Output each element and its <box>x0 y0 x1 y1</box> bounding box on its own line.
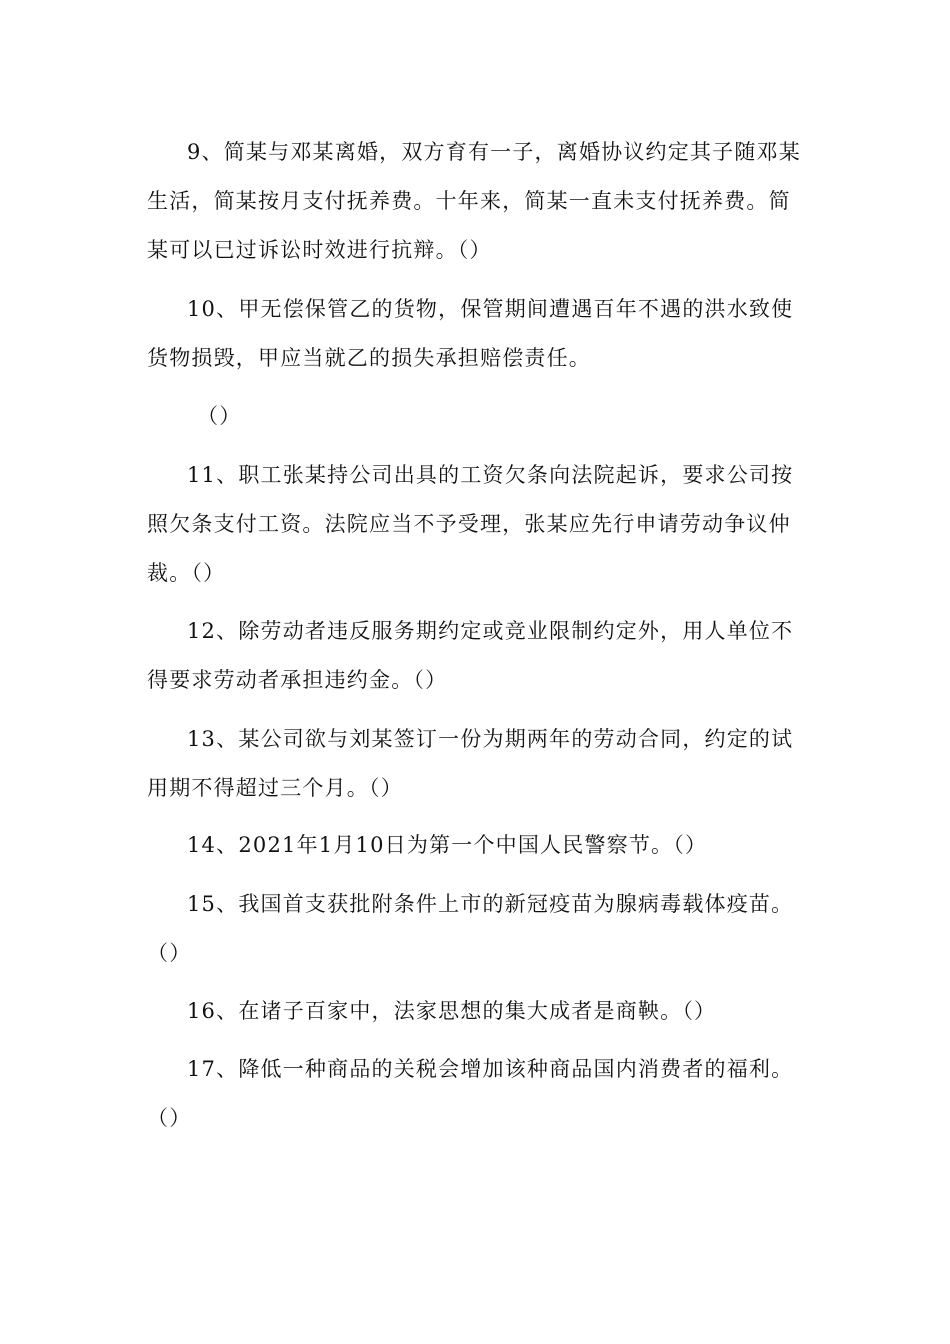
question-13-line-1: 13、某公司欲与刘某签订一份为期两年的劳动合同，约定的试 <box>187 727 794 751</box>
question-14-line-1: 14、2021年1月10日为第一个中国人民警察节。（） <box>187 833 708 857</box>
question-12-line-1: 12、除劳动者违反服务期约定或竞业限制约定外，用人单位不 <box>187 619 794 643</box>
question-9-line-3: 某可以已过诉讼时效进行抗辩。（） <box>147 238 492 262</box>
question-11-line-1: 11、职工张某持公司出具的工资欠条向法院起诉，要求公司按 <box>187 463 794 487</box>
question-9-line-2: 生活，简某按月支付抚养费。十年来，简某一直未支付抚养费。简 <box>147 189 791 213</box>
question-10-line-1: 10、甲无偿保管乙的货物，保管期间遭遇百年不遇的洪水致使 <box>187 297 794 321</box>
question-10-line-2: 货物损毁，甲应当就乙的损失承担赔偿责任。 <box>147 346 591 370</box>
question-17-line-1: 17、降低一种商品的关税会增加该种商品国内消费者的福利。 <box>187 1057 794 1081</box>
question-16-line-1: 16、在诸子百家中，法家思想的集大成者是商鞅。（） <box>187 999 717 1023</box>
question-17-answer-blank: （） <box>147 1106 192 1130</box>
question-13-line-2: 用期不得超过三个月。（） <box>147 776 403 800</box>
question-11-line-3: 裁。（） <box>147 561 226 585</box>
question-12-line-2: 得要求劳动者承担违约金。（） <box>147 668 448 692</box>
question-9-line-1: 9、简某与邓某离婚，双方育有一子，离婚协议约定其子随邓某 <box>187 140 801 164</box>
question-10-answer-blank: （） <box>197 404 242 428</box>
question-15-line-1: 15、我国首支获批附条件上市的新冠疫苗为腺病毒载体疫苗。 <box>187 892 794 916</box>
question-15-answer-blank: （） <box>147 941 192 965</box>
question-11-line-2: 照欠条支付工资。法院应当不予受理，张某应先行申请劳动争议仲 <box>147 512 791 536</box>
